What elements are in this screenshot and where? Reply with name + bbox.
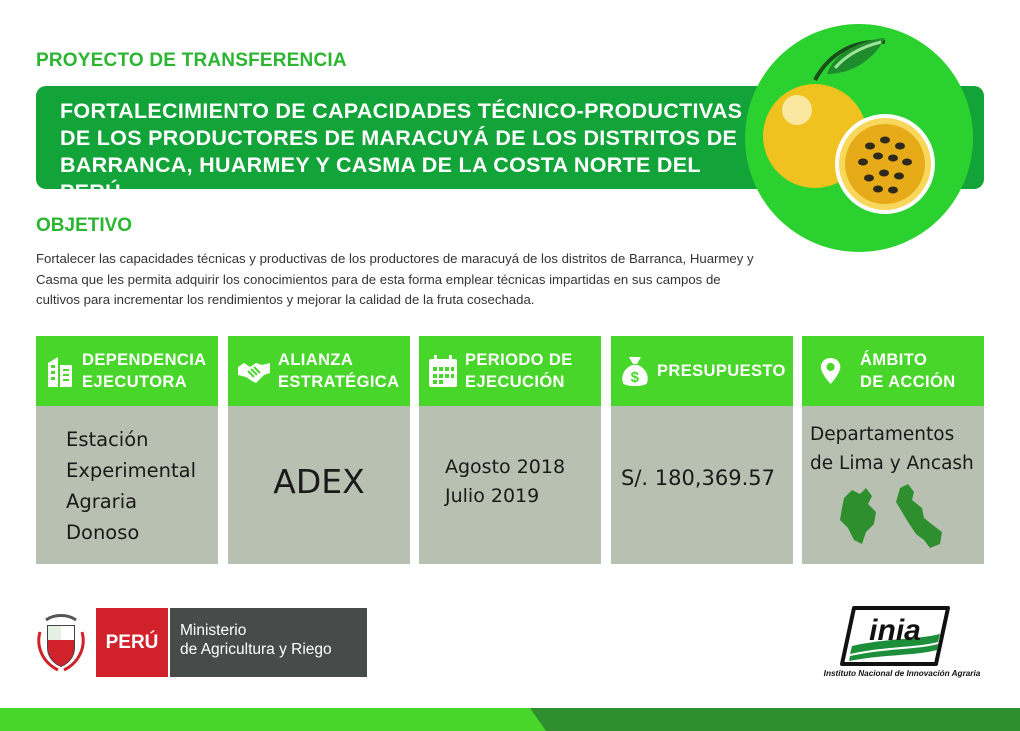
card-title-line-1: PERIODO DE (465, 351, 573, 369)
ministry-line-1: Ministerio (180, 622, 247, 639)
card-header (419, 336, 601, 406)
card-value-line: Agosto 2018 (445, 456, 566, 478)
svg-text:$: $ (630, 369, 640, 386)
coat-of-arms-icon (36, 612, 86, 674)
card-header (611, 336, 793, 406)
card-value-line: ADEX (273, 461, 365, 501)
ministry-line-2: de Agricultura y Riego (180, 641, 332, 658)
location-pin-icon (820, 353, 846, 389)
building-icon (44, 353, 76, 389)
region-map-icon (838, 482, 954, 552)
objective-heading: OBJETIVO (36, 215, 133, 236)
card-value-line: Agraria (66, 490, 138, 513)
card-strategic-alliance (228, 336, 410, 564)
passion-fruit-icon (735, 22, 975, 254)
card-value-line: de Lima y Ancash (810, 453, 974, 474)
card-value-line: S/. 180,369.57 (621, 466, 775, 490)
card-title-line-1: ALIANZA (278, 351, 354, 369)
card-header (228, 336, 410, 406)
ministry-label (168, 608, 367, 677)
card-body (228, 406, 410, 564)
card-value-line: Julio 2019 (445, 485, 540, 507)
card-title-line-2: ESTRATÉGICA (278, 373, 400, 391)
card-value-line: Departamentos (810, 424, 955, 445)
card-value-line: Experimental (66, 459, 197, 482)
card-execution-period (419, 336, 601, 564)
card-value-line: Estación (66, 428, 149, 451)
card-scope (802, 336, 984, 564)
card-title-line-2: EJECUTORA (82, 373, 188, 391)
calendar-icon (427, 353, 459, 389)
card-budget (611, 336, 793, 564)
handshake-icon (236, 353, 272, 389)
card-header (802, 336, 984, 406)
card-executing-unit (36, 336, 218, 564)
card-title-line-1: DEPENDENCIA (82, 351, 207, 369)
money-bag-icon (619, 353, 651, 389)
card-body (611, 406, 793, 564)
project-title: FORTALECIMIENTO DE CAPACIDADES TÉCNICO-PRODUCTIVAS DE LOS PRODUCTORES DE MARACUYÁ DE LOS DISTRITOS DE BARRANCA, HUARMEY Y CASMA DE LA COSTA NORTE DEL PERÚ (60, 99, 743, 204)
card-value-line: Donoso (66, 521, 140, 544)
card-title-line-1: ÁMBITO (860, 351, 928, 369)
card-body (36, 406, 218, 564)
card-title-line-2: DE ACCIÓN (860, 373, 956, 391)
card-body (802, 406, 984, 564)
inia-caption: Instituto Nacional de Innovación Agraria (823, 669, 981, 678)
card-body (419, 406, 601, 564)
card-title-line-2: EJECUCIÓN (465, 373, 565, 391)
bottom-stripe (0, 708, 1020, 731)
card-title-line-1: PRESUPUESTO (657, 362, 786, 380)
objective-text: Fortalecer las capacidades técnicas y productivas de los productores de maracuyá de los distritos de Barranca, Huarmey y Casma que les permita adquirir los conocimientos para de esta forma emplear técnicas impartidas en sus campos de cultivos para incrementar los rendimientos y mejorar la calidad de la fruta cosechada. (36, 251, 754, 307)
card-header (36, 336, 218, 406)
peru-label: PERÚ (96, 608, 168, 677)
inia-logo-text: inia (869, 614, 921, 647)
project-kicker: PROYECTO DE TRANSFERENCIA (36, 50, 347, 71)
